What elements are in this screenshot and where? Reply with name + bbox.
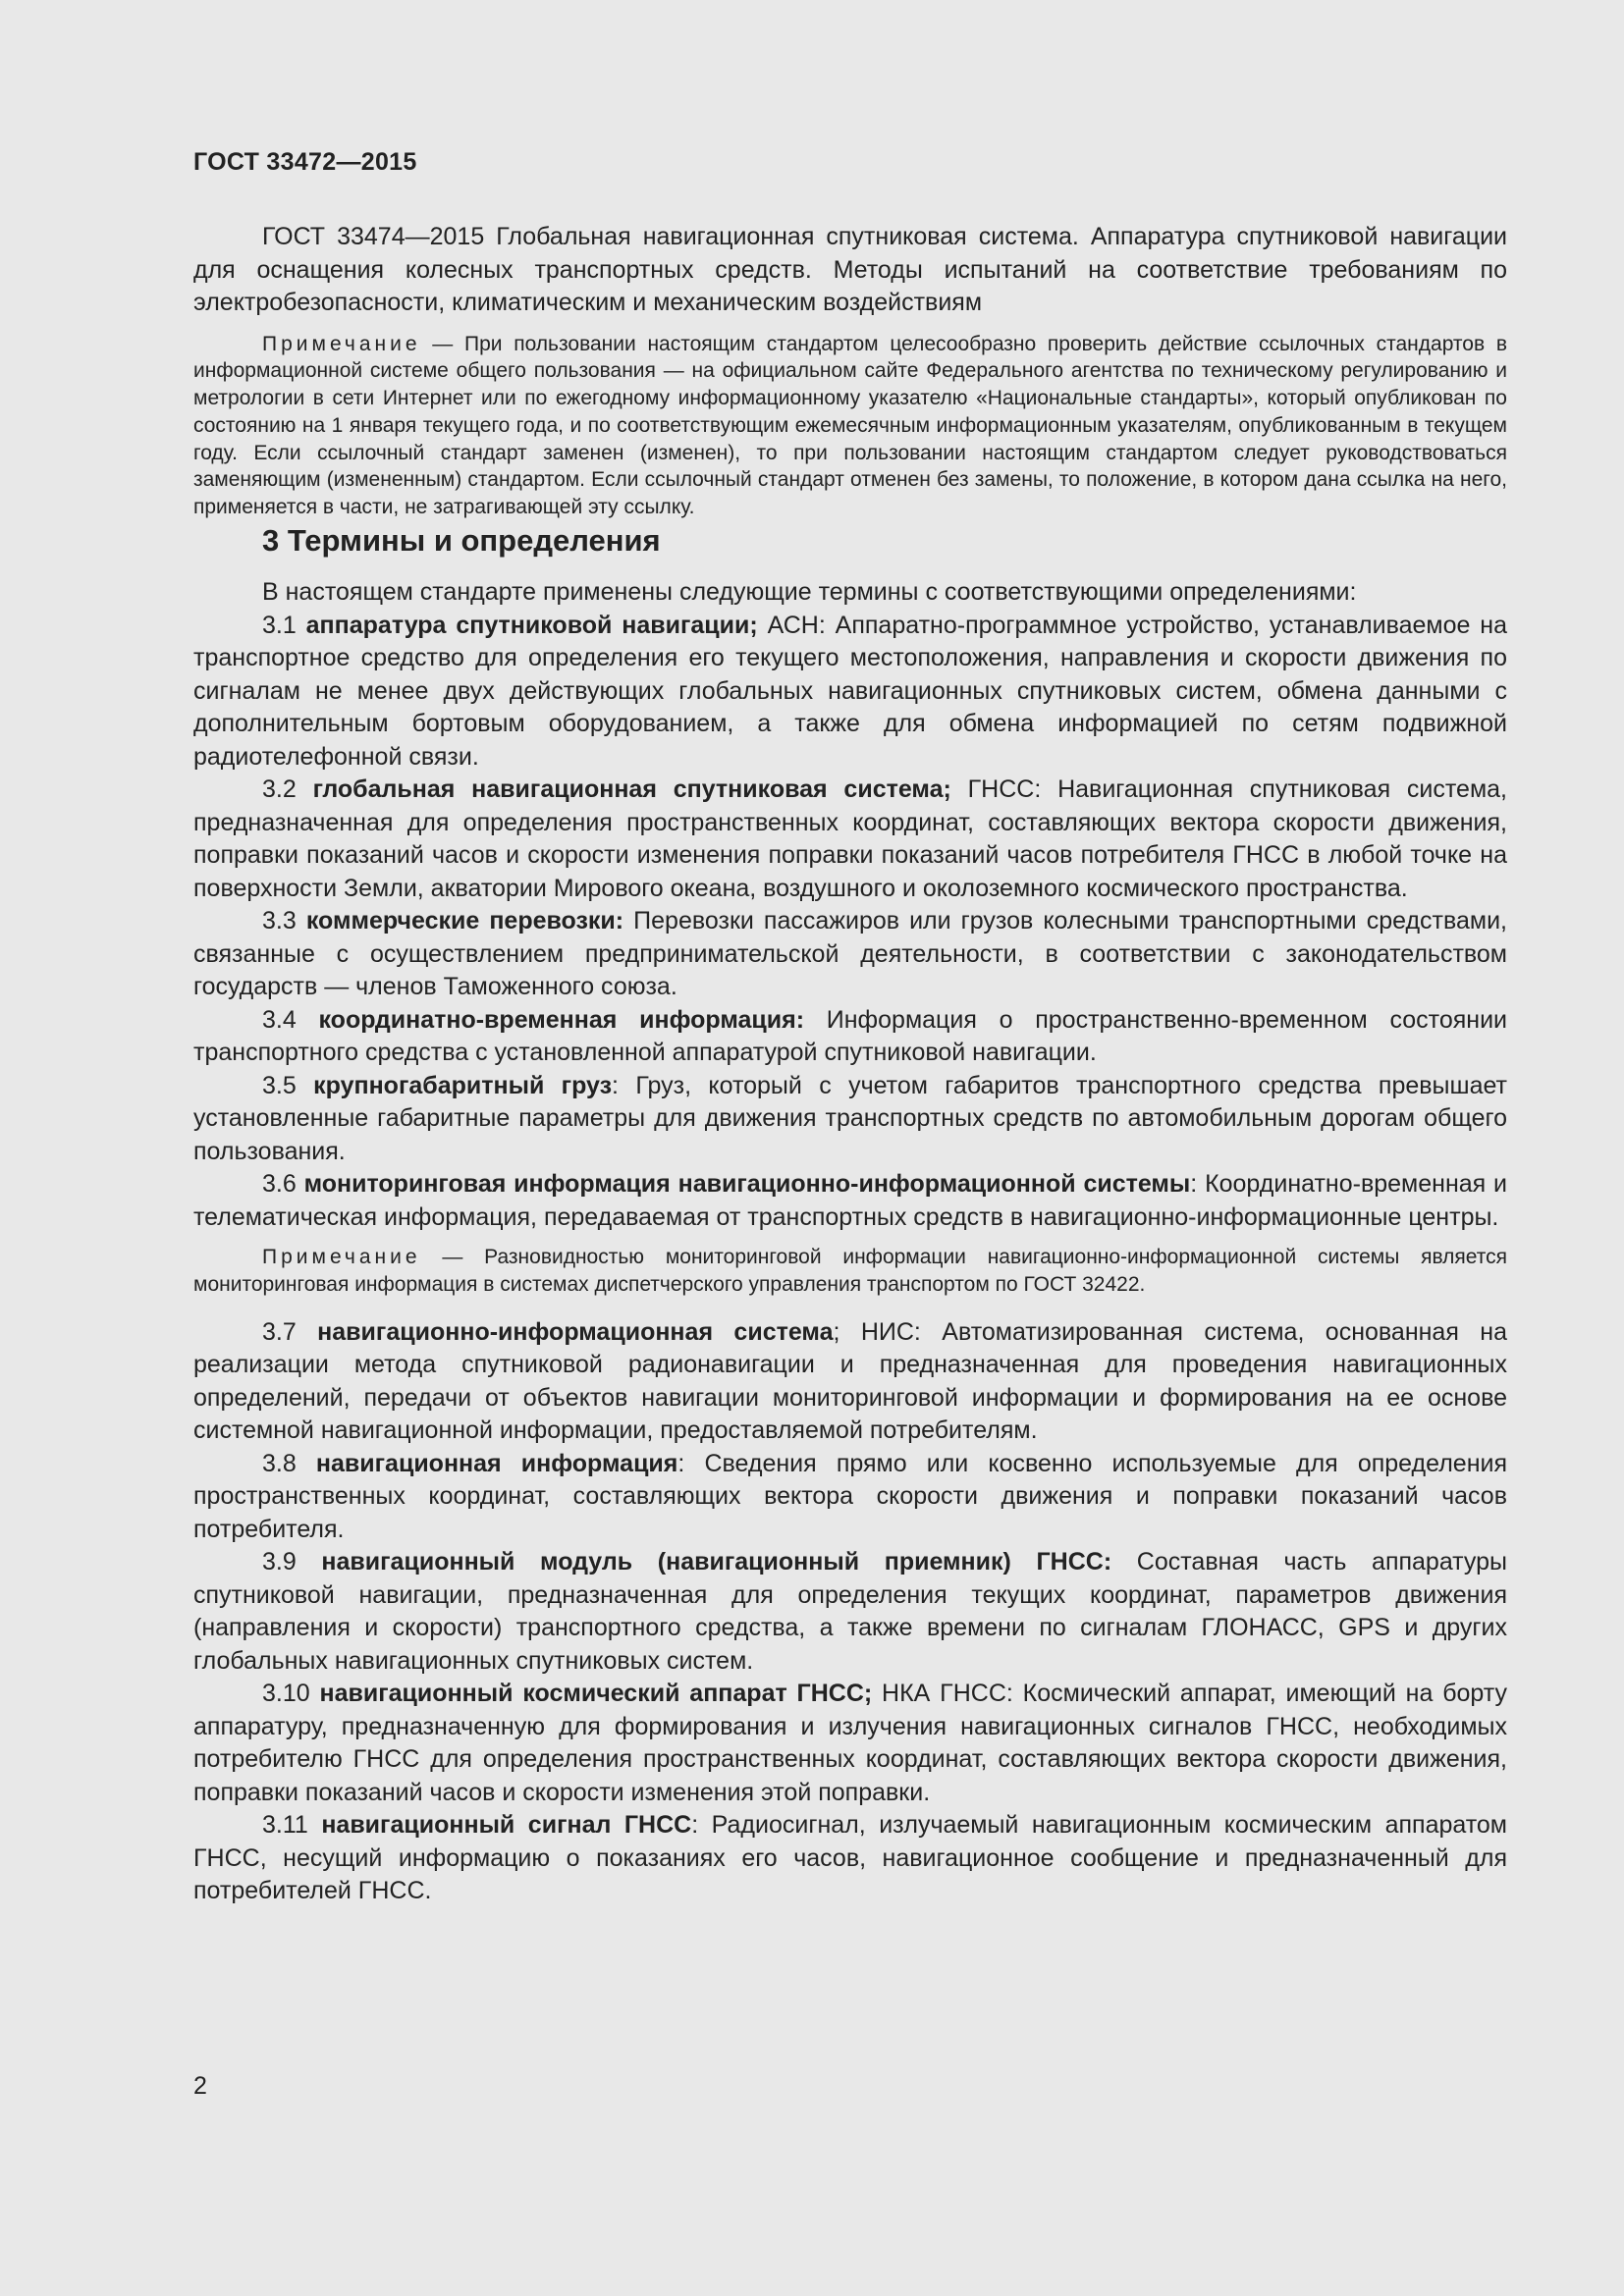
term-definition bbox=[193, 1168, 1507, 1234]
term-definition bbox=[193, 905, 1507, 1004]
section-title: 3 Термины и определения bbox=[262, 523, 661, 559]
term-text: Перевозки пассажиров или грузов колесными транспортными средствами, связанные с осуществлением предпринимательской деятельности, в соответствии с законодательством государств — членов Таможенного союза. bbox=[193, 907, 1507, 1001]
term-definition bbox=[193, 610, 1507, 774]
document-header: ГОСТ 33472—2015 bbox=[193, 148, 417, 176]
term-text: : Сведения прямо или косвенно используемые для определения пространственных координат, составляющих вектора скорости движения и поправки показаний часов потребителя. bbox=[193, 1449, 1508, 1543]
term-definition bbox=[193, 1678, 1507, 1809]
term-text: Информация о пространственно-временном состоянии транспортного средства с установленной аппаратурой спутниковой навигации. bbox=[193, 1005, 1507, 1067]
page-number: 2 bbox=[193, 2072, 207, 2100]
note-label: Примечание bbox=[262, 1246, 421, 1269]
term-name: навигационный космический аппарат ГНСС; bbox=[319, 1680, 873, 1708]
term-definition bbox=[193, 1809, 1507, 1908]
term-text: АСН: Аппаратно-программное устройство, устанавливаемое на транспортное средство для определения его текущего местоположения, направления и скорости движения по сигналам не менее двух действующих глобальных навигационных спутниковых систем, обмена данными с дополнительным бортовым оборудованием, а также для обмена информацией по сетям подвижной радиотелефонной связи. bbox=[193, 611, 1507, 771]
term-name: мониторинговая информация навигационно-информационной системы bbox=[303, 1170, 1191, 1199]
term-definition bbox=[193, 1546, 1507, 1678]
term-name: координатно-временная информация: bbox=[318, 1005, 805, 1034]
term-number: 3.9 bbox=[262, 1548, 322, 1576]
note-label: Примечание bbox=[262, 332, 421, 355]
term-name: крупногабаритный груз bbox=[313, 1071, 613, 1099]
term-number: 3.1 bbox=[262, 611, 306, 639]
term-name: навигационный модуль (навигационный приемник) ГНСС: bbox=[321, 1548, 1112, 1576]
reference-paragraph: ГОСТ 33474—2015 Глобальная навигационная спутниковая система. Аппаратура спутниковой навигации для оснащения колесных транспортных средств. Методы испытаний на соответствие требованиям по электробезопасности, климатическим и механическим воздействиям bbox=[193, 223, 1507, 316]
term-definition bbox=[193, 1004, 1507, 1070]
term-text: : Радиосигнал, излучаемый навигационным космическим аппаратом ГНСС, несущий информацию о показаниях его часов, навигационное сообщение и предназначенный для потребителей ГНСС. bbox=[193, 1811, 1507, 1905]
term-name: навигационная информация bbox=[315, 1449, 678, 1477]
term-name: навигационный сигнал ГНСС bbox=[321, 1811, 692, 1840]
term-number: 3.4 bbox=[262, 1005, 319, 1034]
term-text: : Координатно-временная и телематическая информация, передаваемая от транспортных средств в навигационно-информационные центры. bbox=[193, 1170, 1507, 1231]
note-text: Разновидностью мониторинговой информации навигационно-информационной системы является мониторинговая информация в системах диспетчерского управления транспортом по ГОСТ 32422. bbox=[193, 1246, 1507, 1296]
term-number: 3.7 bbox=[262, 1317, 318, 1346]
term-number: 3.3 bbox=[262, 907, 306, 935]
note-text: При пользовании настоящим стандартом целесообразно проверить действие ссылочных стандартов в информационной системе общего пользования — на официальном сайте Федерального агентства по техническому регулированию и метрологии в сети Интернет или по ежегодному информационному указателю «Национальные стандарты», который опубликован по состоянию на 1 января текущего года, и по соответствующим ежемесячным информационным указателям, опубликованным в текущем году. Если ссылочный стандарт заменен (изменен), то при пользовании настоящим стандартом следует руководствоваться заменяющим (измененным) стандартом. Если ссылочный стандарт отменен без замены, то положение, в котором дана ссылка на него, применяется в части, не затрагивающей эту ссылку. bbox=[193, 332, 1508, 519]
section-intro: В настоящем стандарте применены следующие термины с соответствующими определениями: bbox=[262, 578, 1357, 607]
term-text: : Груз, который с учетом габаритов транспортного средства превышает установленные габаритные параметры для движения транспортных средств по автомобильным дорогам общего пользования. bbox=[193, 1071, 1508, 1165]
term-number: 3.6 bbox=[262, 1170, 304, 1199]
term-name: навигационно-информационная система bbox=[317, 1317, 834, 1346]
term-definition bbox=[193, 1316, 1507, 1448]
term-text: ; НИС: Автоматизированная система, основанная на реализации метода спутниковой радионавигации и предназначенная для проведения навигационных определений, передачи от объектов навигации мониторинговой информации и формирования на ее основе системной навигационной информации, предоставляемой потребителям. bbox=[193, 1317, 1507, 1445]
term-definition bbox=[193, 1448, 1507, 1547]
term-definition bbox=[193, 1070, 1507, 1169]
term-name: аппаратура спутниковой навигации; bbox=[305, 611, 758, 639]
term-name: коммерческие перевозки: bbox=[305, 907, 624, 935]
term-number: 3.10 bbox=[262, 1680, 320, 1708]
term-text: НКА ГНСС: Космический аппарат, имеющий на борту аппаратуру, предназначенную для формирования и излучения навигационных сигналов ГНСС, необходимых потребителю ГНСС для определения пространственных координат, составляющих вектора скорости движения, поправки показаний часов и скорости изменения этой поправки. bbox=[193, 1680, 1508, 1806]
note-dash: — bbox=[420, 1246, 485, 1269]
note-dash: — bbox=[420, 332, 464, 355]
document-body bbox=[193, 221, 1507, 1908]
note-paragraph bbox=[193, 331, 1507, 522]
term-name: глобальная навигационная спутниковая система; bbox=[312, 775, 951, 804]
term-number: 3.8 bbox=[262, 1449, 316, 1477]
term-number: 3.2 bbox=[262, 775, 313, 804]
term-number: 3.11 bbox=[262, 1811, 322, 1840]
term-text: ГНСС: Навигационная спутниковая система, предназначенная для определения пространственных координат, составляющих вектора скорости движения, поправки показаний часов и скорости изменения поправки показаний часов потребителя ГНСС в любой точке на поверхности Земли, акватории Мирового океана, воздушного и околоземного космического пространства. bbox=[193, 775, 1507, 902]
term-number: 3.5 bbox=[262, 1071, 314, 1099]
note-paragraph bbox=[193, 1244, 1507, 1299]
term-text: Составная часть аппаратуры спутниковой навигации, предназначенная для определения текущих координат, параметров движения (направления и скорости) транспортного средства, а также времени по сигналам ГЛОНАСС, GPS и других глобальных навигационных спутниковых систем. bbox=[193, 1548, 1508, 1675]
term-definition bbox=[193, 774, 1507, 905]
